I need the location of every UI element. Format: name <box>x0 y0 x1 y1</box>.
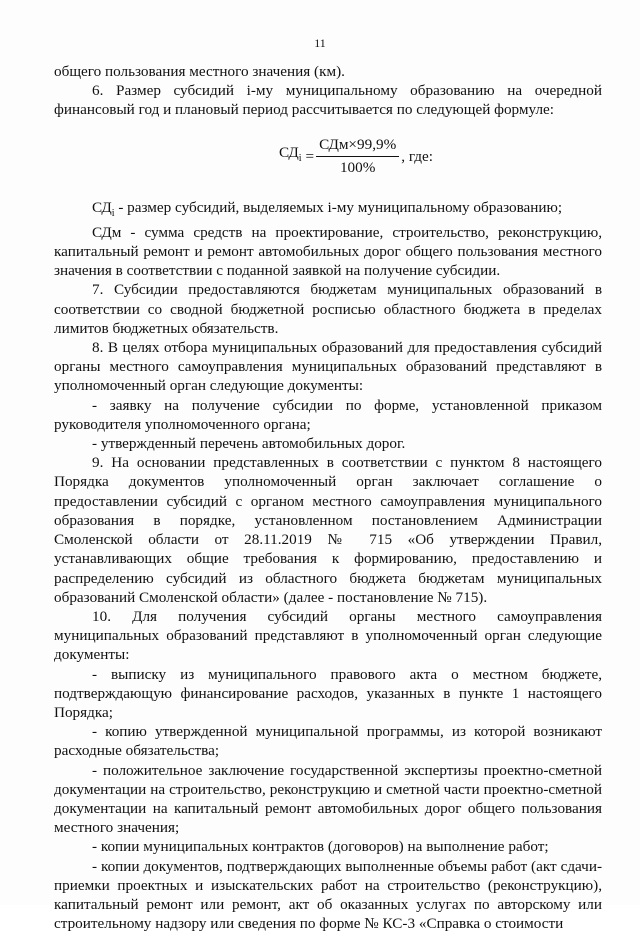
list-item-budget-extract: - выписку из муниципального правового акта о местном бюджете, подтверждающую финансирование расходов, указанных в пункте 1 настоящего Порядка; <box>54 665 602 721</box>
formula-lhs: $СД_i$ <box>279 144 302 165</box>
list-item-application: - заявку на получение субсидии по форме, установленной приказом руководителя уполномоченного органа; <box>54 396 602 433</box>
definition-sdm: СДм - сумма средств на проектирование, строительство, реконструкцию, капитальный ремонт и ремонт автомобильных дорог общего пользования местного значения в соответствии с поданной заявкой на получение субсидии. <box>54 223 602 280</box>
subsidy-formula <box>54 120 602 198</box>
definition-sdi: $СД_i$ - размер субсидий, выделяемых i-му муниципальному образованию; <box>92 198 563 219</box>
list-item-program-copy: - копию утвержденной муниципальной программы, из которой возникают расходные обязательства; <box>54 723 602 760</box>
paragraph-9: 9. На основании представленных в соответствии с пунктом 8 настоящего Порядка документов уполномоченный орган заключает соглашение о предоставлении субсидий с органом местного самоуправления муниципального образования в порядке, установленном постановлением Администрации Смоленской области от 28.11.2019 № 715 «Об утверждении Правил, устанавливающих общие требования к формированию, предоставлению и распределению субсидий из областного бюджета бюджетам муниципальных образований Смоленской области» (далее - постановление № 715). <box>54 454 602 606</box>
list-item-expertise: - положительное заключение государственной экспертизы проектно-сметной документации на строительство, реконструкцию и сметной части проектно-сметной документации на капитальный ремонт автомобильных дорог общего пользования местного значения; <box>54 761 602 837</box>
document-body <box>54 62 602 933</box>
list-item-contracts: - копии муниципальных контрактов (договоров) на выполнение работ; <box>92 838 549 856</box>
paragraph-10: 10. Для получения субсидий органы местного самоуправления муниципальных образований представляют в уполномоченный орган следующие документы: <box>54 607 602 664</box>
paragraph-continuation: общего пользования местного значения (км). <box>54 63 345 80</box>
formula-denominator: 100% <box>339 158 376 176</box>
formula-fraction <box>316 136 399 177</box>
list-item-work-documents: - копии документов, подтверждающих выполненные объемы работ (акт сдачи-приемки проектных и изыскательских работ на строительство (реконструкцию), капитальный ремонт или ремонт, акт об оказанных услугах по авторскому или строительному надзору или сведения по форме № КС-3 «Справка о стоимости <box>54 857 602 933</box>
formula-suffix: , где: <box>401 147 433 165</box>
paragraph-6: 6. Размер субсидий i-му муниципальному образованию на очередной финансовый год и плановый период рассчитывается по следующей формуле: <box>54 82 602 119</box>
paragraph-7: 7. Субсидии предоставляются бюджетам муниципальных образований в соответствии со сводной бюджетной росписью областного бюджета в пределах лимитов бюджетных обязательств. <box>54 281 602 337</box>
formula-equals: = <box>305 147 315 165</box>
list-item-road-list: - утвержденный перечень автомобильных дорог. <box>92 435 406 453</box>
page-number: 11 <box>314 36 326 50</box>
paragraph-8: 8. В целях отбора муниципальных образований для предоставления субсидий органы местного самоуправления муниципальных образований представляют в уполномоченный орган следующие документы: <box>54 339 602 395</box>
formula-numerator: СДм×99,9% <box>316 136 399 157</box>
